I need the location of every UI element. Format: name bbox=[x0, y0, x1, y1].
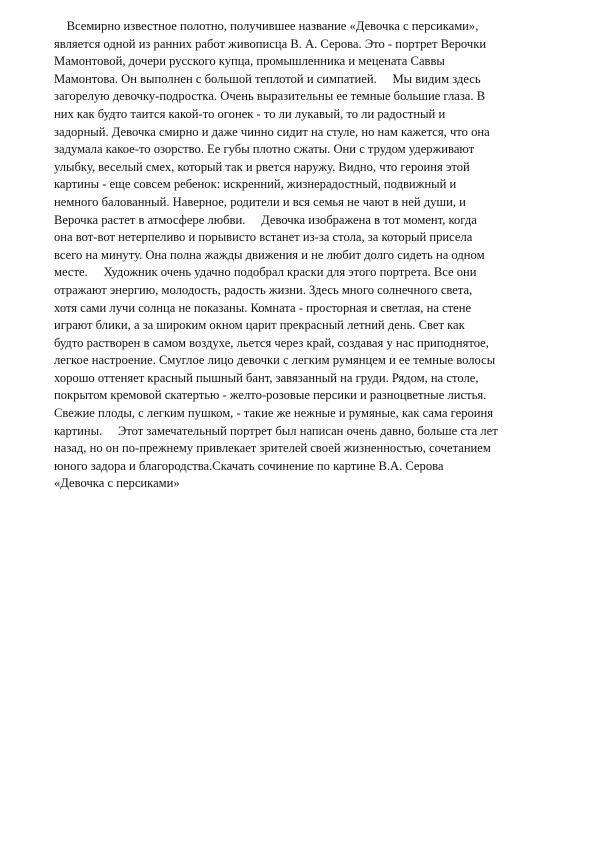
text-line: играют блики, а за широким окном царит прекрасный летний день. Свет как bbox=[54, 318, 465, 333]
text-line: загорелую девочку-подростка. Очень выразительны ее темные большие глаза. В bbox=[54, 89, 486, 104]
text-line: Мамонтовой, дочери русского купца, промышленника и мецената Саввы bbox=[54, 54, 445, 69]
text-line: хотя сами лучи солнца не показаны. Комната - просторная и светлая, на стене bbox=[54, 300, 472, 315]
text-line: задорный. Девочка смирно и даже чинно сидит на стуле, но нам кажется, что она bbox=[54, 124, 490, 139]
text-line: назад, но он по-прежнему привлекает зрителей своей жизненностью, сочетанием bbox=[54, 441, 491, 456]
text-line: покрытом кремовой скатертью - желто-розовые персики и разноцветные листья. bbox=[54, 388, 487, 403]
text-line: картины. Этот замечательный портрет был написан очень давно, больше ста лет bbox=[54, 423, 498, 438]
text-line: Верочка растет в атмосфере любви. Девочка изображена в тот момент, когда bbox=[54, 212, 477, 227]
text-line: них как будто таится какой-то огонек - то ли лукавый, то ли радостный и bbox=[54, 106, 446, 121]
text-line: немного балованный. Наверное, родители и вся семья не чают в ней души, и bbox=[54, 194, 466, 209]
text-line: хорошо оттеняет красный пышный бант, завязанный на груди. Рядом, на столе, bbox=[54, 370, 479, 385]
text-line: легкое настроение. Смуглое лицо девочки с легким румянцем и ее темные волосы bbox=[54, 353, 496, 368]
text-line: Всемирно известное полотно, получившее название «Девочка с персиками», bbox=[54, 19, 479, 33]
text-line: картины - еще совсем ребенок: искренний, жизнерадостный, подвижный и bbox=[54, 177, 457, 192]
text-line: отражают энергию, молодость, радость жизни. Здесь много солнечного света, bbox=[54, 282, 473, 297]
text-line: улыбку, веселый смех, который так и рвется наружу. Видно, что героиня этой bbox=[54, 159, 470, 174]
text-line: является одной из ранних работ живописца В. А. Серова. Это - портрет Верочки bbox=[54, 36, 487, 51]
text-line: будто растворен в самом воздухе, льется через край, создавая у нас приподнятое, bbox=[54, 335, 489, 350]
text-line: юного задора и благородства.Скачать сочинение по картине В.А. Серова bbox=[54, 458, 444, 473]
essay-text bbox=[54, 18, 546, 493]
text-line: задумала какое-то озорство. Ее губы плотно сжаты. Они с трудом удерживают bbox=[54, 142, 475, 157]
text-line: месте. Художник очень удачно подобрал краски для этого портрета. Все они bbox=[54, 265, 477, 280]
text-line: всего на минуту. Она полна жажды движения и не любит долго сидеть на одном bbox=[54, 247, 485, 262]
text-line: она вот-вот нетерпеливо и порывисто встанет из-за стола, за который присела bbox=[54, 230, 473, 245]
text-line: Мамонтова. Он выполнен с большой теплотой и симпатией. Мы видим здесь bbox=[54, 71, 481, 86]
text-line: Свежие плоды, с легким пушком, - такие же нежные и румяные, как сама героиня bbox=[54, 406, 494, 421]
text-line: «Девочка с персиками» bbox=[54, 476, 180, 491]
